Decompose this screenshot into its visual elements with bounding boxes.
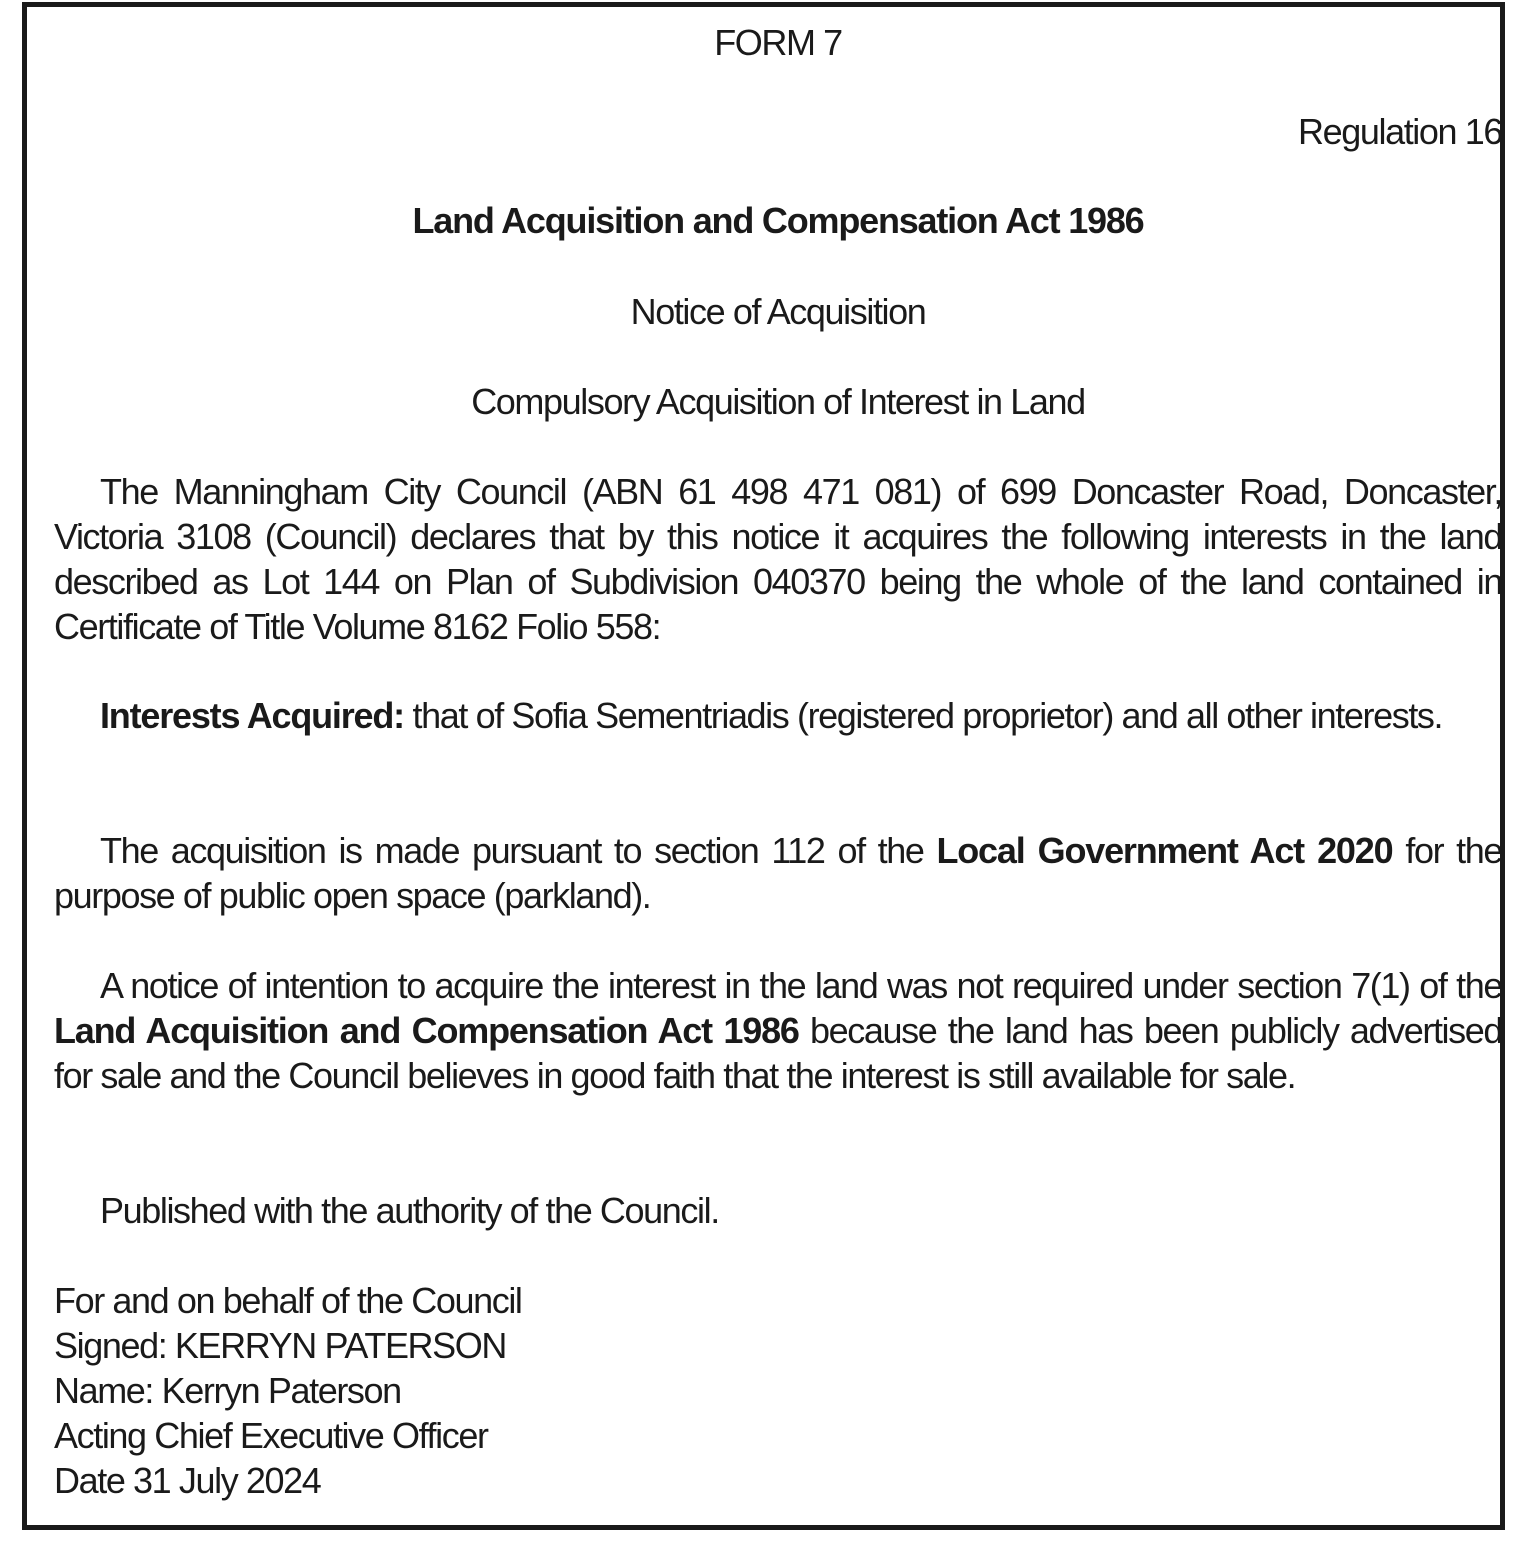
notice-title: Notice of Acquisition	[630, 291, 926, 332]
form-label: FORM 7	[714, 22, 842, 63]
interests-paragraph	[54, 693, 1502, 738]
intention-text-before: A notice of intention to acquire the interest in the land was not required under section 7(1) of the	[100, 965, 1502, 1006]
notice-subtitle: Compulsory Acquisition of Interest in Land	[471, 381, 1085, 422]
interests-label: Interests Acquired:	[100, 695, 404, 736]
signature-title: Acting Chief Executive Officer	[54, 1415, 488, 1456]
signature-date: Date 31 July 2024	[54, 1460, 321, 1501]
pursuant-text-before: The acquisition is made pursuant to section 112 of the	[100, 830, 937, 871]
act-title: Land Acquisition and Compensation Act 1986	[412, 200, 1144, 241]
pursuant-paragraph	[54, 828, 1502, 918]
signature-signed: Signed: KERRYN PATERSON	[54, 1325, 506, 1366]
land-acquisition-act: Land Acquisition and Compensation Act 1986	[54, 1010, 799, 1051]
intention-text-after: because the land has been publicly advertised for sale and the Council believes in good faith that the interest is still available for sale.	[54, 1010, 1502, 1096]
signature-block	[54, 1278, 1502, 1503]
pursuant-text-after: for the purpose of public open space (parkland).	[54, 830, 1502, 916]
local-government-act: Local Government Act 2020	[936, 830, 1393, 871]
regulation-label: Regulation 16	[1298, 111, 1502, 152]
intention-paragraph	[54, 963, 1502, 1098]
signature-on-behalf: For and on behalf of the Council	[54, 1280, 522, 1321]
signature-name: Name: Kerryn Paterson	[54, 1370, 401, 1411]
declaration-paragraph: The Manningham City Council (ABN 61 498 471 081) of 699 Doncaster Road, Doncaster, Victoria 3108 (Council) declares that by this notice it acquires the following interests in the land described as Lot 144 on Plan of Subdivision 040370 being the whole of the land contained in Certificate of Title Volume 8162 Folio 558:	[54, 471, 1502, 647]
authority-paragraph: Published with the authority of the Council.	[100, 1190, 719, 1231]
interests-text: that of Sofia Sementriadis (registered proprietor) and all other interests.	[403, 695, 1443, 736]
